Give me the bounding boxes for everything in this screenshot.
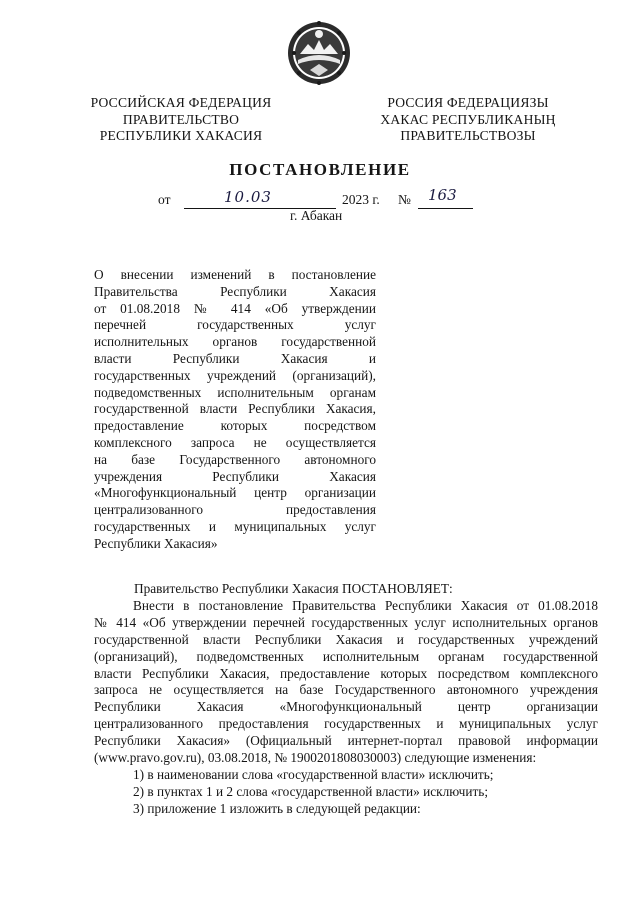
subject-line: О внесении изменений в постановление <box>94 267 376 282</box>
subject-block <box>94 267 376 553</box>
header-left-block <box>86 95 276 145</box>
city-label: г. Абакан <box>290 208 343 223</box>
header-left-line: ПРАВИТЕЛЬСТВО <box>122 111 240 127</box>
body-text <box>94 581 598 818</box>
subject-line: предоставление которых посредством <box>94 418 376 434</box>
subject-line: государственных и муниципальных услуг <box>94 518 376 534</box>
number-underline <box>418 208 473 209</box>
handwritten-number: 163 <box>428 186 457 204</box>
body-line: (www.pravo.gov.ru), 03.08.2018, № 1900201808030003) следующие изменения: <box>94 750 537 766</box>
subject-line: централизованного предоставления <box>94 502 376 518</box>
subject-line: государственной власти Республики Хакасия, <box>94 401 376 417</box>
subject-line: власти Республики Хакасия и <box>94 350 376 366</box>
subject-line: Республики Хакасия» <box>94 535 218 551</box>
subject-line: комплексного запроса не осуществляется <box>94 434 376 450</box>
subject-line: государственных учреждений (организаций), <box>94 367 376 383</box>
date-from-label: от <box>158 192 171 207</box>
body-line: власти Республики Хакасия, предоставление которых посредством комплексного <box>94 665 598 681</box>
subject-line: учреждения Республики Хакасия <box>94 468 376 484</box>
body-line: Республики Хакасия» (Официальный интернет-портал правовой информации <box>94 733 598 749</box>
header-right-line: РОССИЯ ФЕДЕРАЦИЯЗЫ <box>387 95 549 110</box>
subject-line: исполнительных органов государственной <box>94 334 376 350</box>
body-line: запроса не осуществляется на базе Государственного автономного учреждения <box>94 682 598 698</box>
subject-line: от 01.08.2018 № 414 «Об утверждении <box>94 300 376 316</box>
body-line: централизованного предоставления государственных и муниципальных услуг <box>94 716 598 732</box>
handwritten-date: 10.03 <box>224 188 272 206</box>
header-right-line: ПРАВИТЕЛЬСТВОЗЫ <box>400 128 536 143</box>
document-title: ПОСТАНОВЛЕНИЕ <box>229 160 411 179</box>
coat-of-arms-icon <box>286 20 352 86</box>
year-label: 2023 г. <box>342 192 380 207</box>
list-item: 1) в наименовании слова «государственной власти» исключить; <box>133 766 494 782</box>
header-left-line: РОССИЙСКАЯ ФЕДЕРАЦИЯ <box>90 95 272 110</box>
header-left-line: РЕСПУБЛИКИ ХАКАСИЯ <box>99 128 263 143</box>
header-right-block <box>368 95 568 145</box>
subject-line: на базе Государственного автономного <box>94 451 376 467</box>
subject-line: «Многофункциональный центр организации <box>94 485 376 501</box>
subject-line: подведомственных исполнительным органам <box>94 384 376 400</box>
body-line: государственной власти Республики Хакасия и государственных учреждений <box>94 631 598 647</box>
subject-line: перечней государственных услуг <box>94 317 376 333</box>
body-line: (организаций), подведомственных исполнительным органам государственной <box>94 648 598 664</box>
body-line: Внести в постановление Правительства Республики Хакасия от 01.08.2018 <box>133 597 598 613</box>
list-item: 2) в пунктах 1 и 2 слова «государственной власти» исключить; <box>133 783 489 799</box>
header-right-line: ХАКАС РЕСПУБЛИКАНЫҢ <box>380 111 556 127</box>
decree-heading: Правительство Республики Хакасия ПОСТАНОВЛЯЕТ: <box>134 581 453 596</box>
subject-line: Правительства Республики Хакасия <box>94 283 376 299</box>
list-item: 3) приложение 1 изложить в следующей редакции: <box>133 800 421 816</box>
body-line: Республики Хакасия «Многофункциональный центр организации <box>94 699 598 715</box>
number-label: № <box>398 192 411 207</box>
body-line: № 414 «Об утверждении перечней государственных услуг исполнительных органов <box>94 614 598 630</box>
